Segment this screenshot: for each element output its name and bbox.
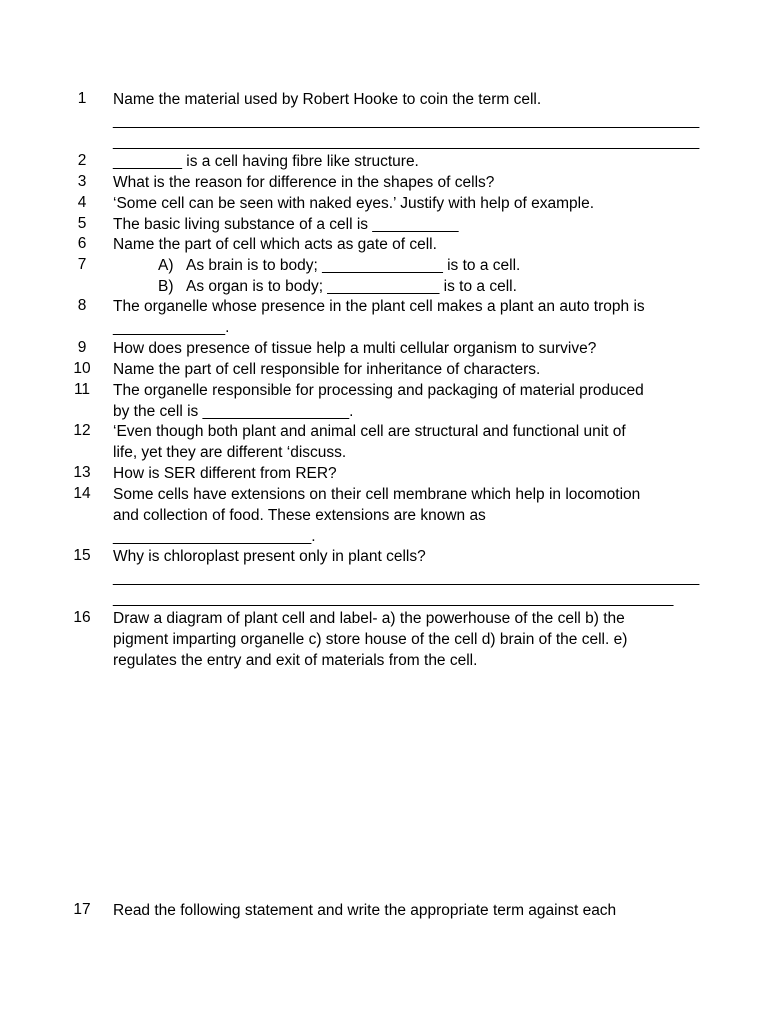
question-number: 7 (77, 256, 87, 273)
option-text: As brain is to body; ______________ is to a cell. (186, 257, 521, 274)
question-line: Draw a diagram of plant cell and label- a) the powerhouse of the cell b) the (113, 610, 625, 627)
question-12 (113, 422, 692, 464)
question-1 (113, 90, 700, 152)
question-10: Name the part of cell responsible for inheritance of characters. (113, 361, 541, 378)
answer-line: ____________________________________________________________________ (113, 132, 700, 150)
question-line: Name the material used by Robert Hooke to coin the term cell. (113, 91, 542, 108)
question-number: 3 (77, 173, 87, 190)
question-number: 16 (73, 609, 91, 626)
question-number: 5 (77, 215, 87, 232)
question-number: 8 (77, 297, 87, 314)
question-line: ‘Even though both plant and animal cell are structural and functional unit of (113, 423, 626, 440)
option-label: A) (158, 257, 174, 274)
option-text: As organ is to body; _____________ is to a cell. (186, 278, 517, 295)
answer-line: ____________________________________________________________________ (113, 111, 700, 129)
question-5: The basic living substance of a cell is __________ (113, 216, 459, 233)
question-15 (113, 547, 700, 609)
answer-line: _______________________. (113, 527, 316, 545)
question-number: 17 (73, 901, 91, 918)
question-3: What is the reason for difference in the shapes of cells? (113, 174, 495, 191)
question-11 (113, 381, 692, 423)
question-number: 12 (73, 422, 91, 439)
question-line: by the cell is _________________. (113, 402, 354, 420)
question-17: Read the following statement and write the appropriate term against each (113, 902, 617, 919)
question-number: 4 (77, 194, 87, 211)
question-7-a (158, 256, 520, 277)
question-number: 15 (73, 547, 91, 564)
question-number: 11 (73, 381, 91, 398)
question-16 (113, 609, 692, 671)
question-line: life, yet they are different ‘discuss. (113, 443, 347, 461)
question-4: ‘Some cell can be seen with naked eyes.’ Justify with help of example. (113, 195, 595, 212)
answer-line: _________________________________________________________________ (113, 589, 674, 607)
question-number: 9 (77, 339, 87, 356)
question-line: regulates the entry and exit of materials from the cell. (113, 651, 478, 669)
question-6: Name the part of cell which acts as gate of cell. (113, 236, 437, 253)
question-line: and collection of food. These extensions are known as (113, 506, 486, 524)
answer-line: ____________________________________________________________________ (113, 568, 700, 586)
question-2: ________ is a cell having fibre like structure. (113, 153, 419, 170)
question-14 (113, 485, 692, 547)
question-9: How does presence of tissue help a multi cellular organism to survive? (113, 340, 597, 357)
question-number: 14 (73, 485, 91, 502)
question-number: 2 (77, 152, 87, 169)
question-7-b (158, 277, 517, 298)
question-line: Some cells have extensions on their cell membrane which help in locomotion (113, 486, 641, 503)
question-line: _____________. (113, 318, 230, 336)
question-number: 6 (77, 235, 87, 252)
question-number: 10 (73, 360, 91, 377)
question-13: How is SER different from RER? (113, 465, 337, 482)
question-number: 13 (73, 464, 91, 481)
question-line: pigment imparting organelle c) store house of the cell d) brain of the cell. e) (113, 630, 628, 648)
question-line: The organelle responsible for processing and packaging of material produced (113, 382, 644, 399)
question-line: The organelle whose presence in the plant cell makes a plant an auto troph is (113, 298, 645, 315)
question-8 (113, 297, 692, 339)
option-label: B) (158, 278, 174, 295)
question-line: Why is chloroplast present only in plant cells? (113, 548, 426, 565)
question-number: 1 (77, 90, 87, 107)
